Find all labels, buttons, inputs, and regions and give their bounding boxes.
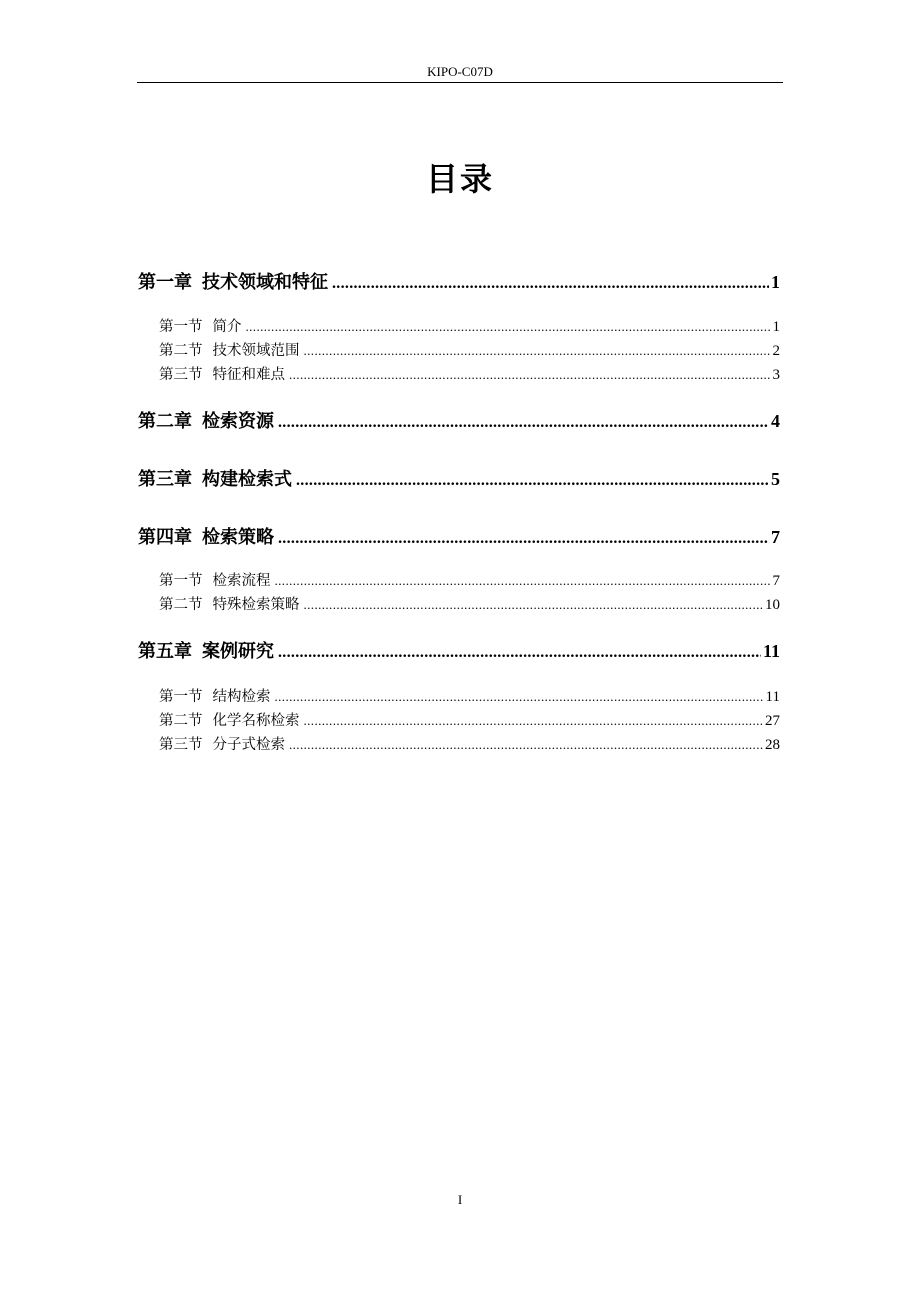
page-number: 3: [772, 367, 780, 383]
dot-leader: [304, 595, 764, 615]
section-title: 简介: [212, 319, 242, 335]
page-header-code: KIPO-C07D: [427, 64, 493, 79]
dot-leader: [278, 641, 761, 665]
dot-leader: [304, 711, 764, 731]
section-number: 第二节: [159, 597, 203, 613]
section-number: 第一节: [159, 689, 203, 705]
page-number: 2: [772, 343, 780, 359]
page-number: 5: [771, 469, 780, 489]
page-number: 7: [772, 573, 780, 589]
chapter-number: 第五章: [138, 641, 192, 662]
section-number: 第三节: [159, 367, 203, 383]
chapter-title: 检索策略: [202, 527, 274, 548]
toc-section-5-1[interactable]: [159, 687, 780, 707]
page-number: 4: [771, 411, 780, 431]
section-number: 第二节: [159, 713, 203, 729]
toc-section-4-2[interactable]: [159, 595, 780, 615]
section-number: 第三节: [159, 737, 203, 753]
chapter-title: 检索资源: [202, 411, 274, 432]
page-footer-number: I: [457, 1192, 463, 1207]
toc-chapter-5[interactable]: [138, 639, 780, 665]
chapter-number: 第二章: [138, 411, 192, 432]
page-number: 28: [765, 737, 780, 753]
toc-chapter-1[interactable]: [138, 270, 780, 296]
page-number: 11: [762, 641, 780, 661]
toc-section-1-1[interactable]: [159, 317, 780, 337]
page-number: 11: [765, 689, 780, 705]
toc-section-5-2[interactable]: [159, 711, 780, 731]
chapter-title: 技术领域和特征: [202, 272, 328, 293]
dot-leader: [278, 527, 769, 551]
section-title: 技术领域范围: [212, 343, 300, 359]
toc-section-1-2[interactable]: [159, 341, 780, 361]
toc-chapter-2[interactable]: [138, 409, 780, 435]
page-number: 1: [772, 319, 780, 335]
toc-chapter-3[interactable]: [138, 467, 780, 493]
dot-leader: [275, 571, 771, 591]
toc-section-4-1[interactable]: [159, 571, 780, 591]
dot-leader: [304, 341, 771, 361]
dot-leader: [289, 365, 771, 385]
toc-title: 目录: [425, 160, 494, 198]
dot-leader: [296, 469, 769, 493]
section-title: 特殊检索策略: [212, 597, 300, 613]
dot-leader: [246, 317, 771, 337]
section-title: 特征和难点: [212, 367, 285, 383]
chapter-number: 第一章: [138, 272, 192, 293]
section-title: 化学名称检索: [212, 713, 300, 729]
chapter-number: 第三章: [138, 469, 192, 490]
section-number: 第一节: [159, 319, 203, 335]
section-number: 第一节: [159, 573, 203, 589]
toc-section-1-3[interactable]: [159, 365, 780, 385]
dot-leader: [289, 735, 763, 755]
page-number: 7: [771, 527, 780, 547]
toc-chapter-4[interactable]: [138, 525, 780, 551]
section-title: 分子式检索: [212, 737, 285, 753]
chapter-title: 构建检索式: [202, 469, 292, 490]
section-number: 第二节: [159, 343, 203, 359]
dot-leader: [278, 411, 769, 435]
chapter-title: 案例研究: [202, 641, 274, 662]
dot-leader: [275, 687, 764, 707]
page-number: 10: [765, 597, 780, 613]
page-number: 27: [765, 713, 780, 729]
toc-section-5-3[interactable]: [159, 735, 780, 755]
chapter-number: 第四章: [138, 527, 192, 548]
section-title: 检索流程: [212, 573, 271, 589]
dot-leader: [332, 272, 769, 296]
section-title: 结构检索: [212, 689, 271, 705]
page-number: 1: [771, 272, 780, 292]
